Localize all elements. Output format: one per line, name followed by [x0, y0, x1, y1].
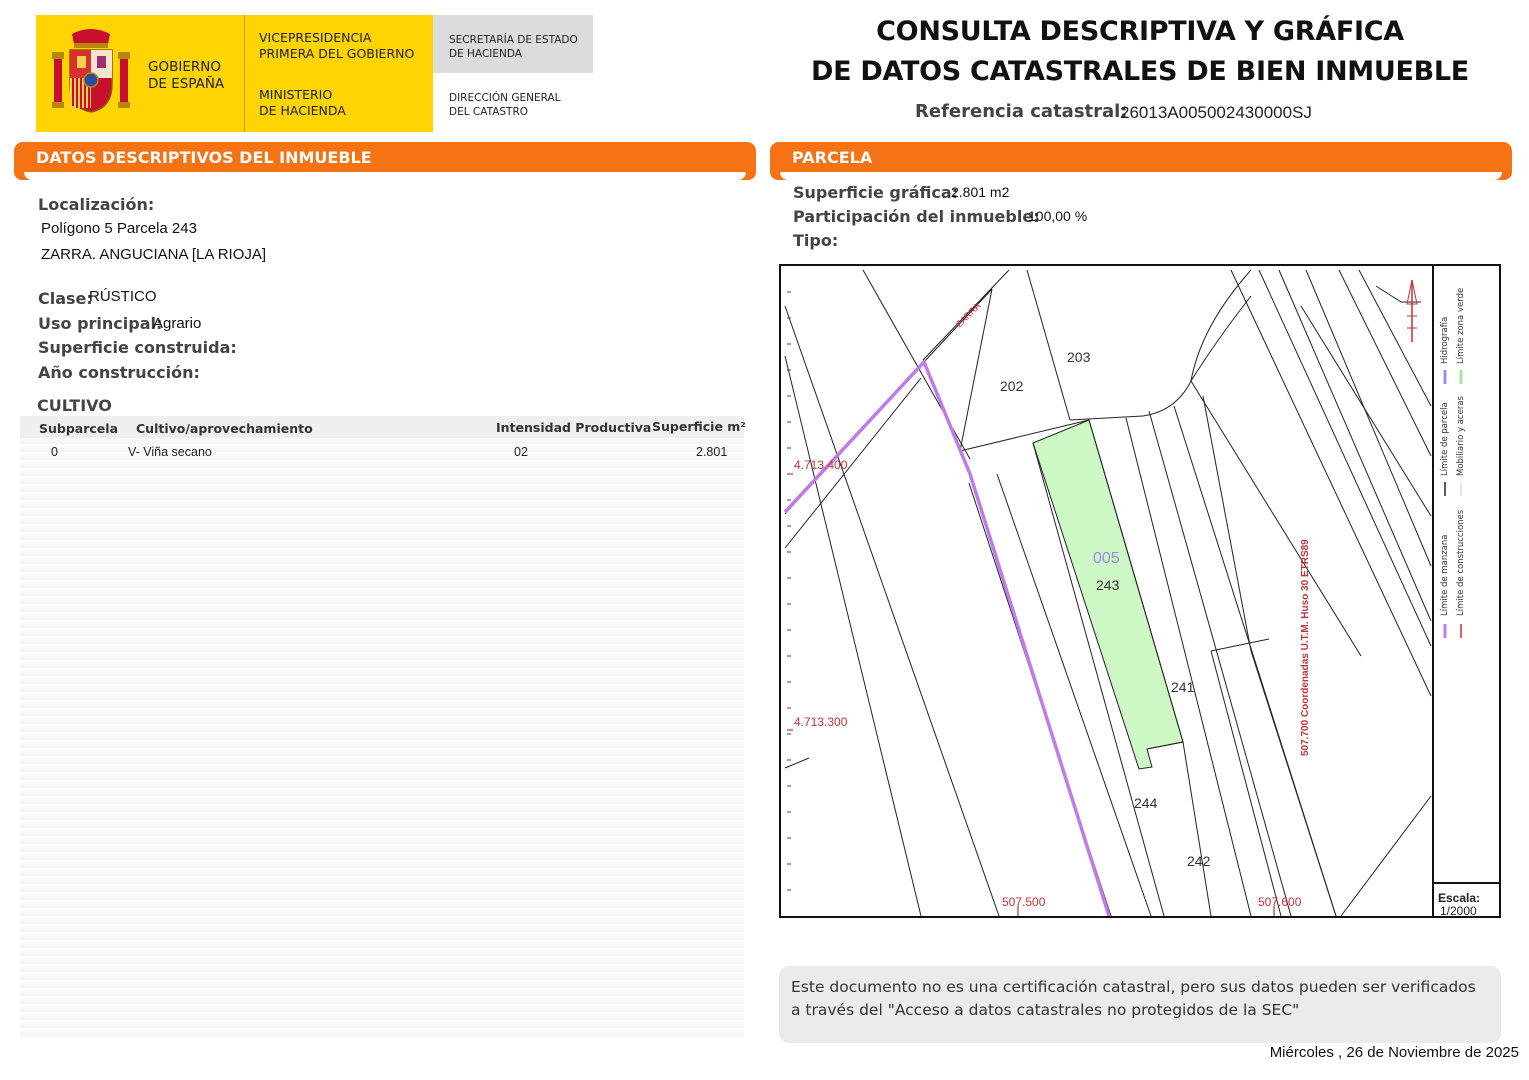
legend-limite-construcciones: Límite de construcciones: [1456, 509, 1466, 616]
datos-descriptivos-title: DATOS DESCRIPTIVOS DEL INMUEBLE: [36, 148, 372, 167]
localizacion-line1: Polígono 5 Parcela 243: [41, 220, 197, 237]
north-arrow-icon: [1407, 280, 1417, 342]
superficie-grafica-label: Superficie gráfica:: [793, 183, 959, 202]
legend-mobiliario: Mobiliario y aceras: [1456, 396, 1466, 476]
coord-x1: 507.500: [1002, 895, 1046, 909]
parcel-label-242: 242: [1187, 853, 1211, 869]
anio-construccion-label: Año construcción:: [38, 363, 200, 382]
col-superficie: Superficie m²: [652, 419, 746, 434]
logo-divider: [244, 15, 245, 132]
logo-vicepresidencia-text: VICEPRESIDENCIA PRIMERA DEL GOBIERNO: [259, 30, 415, 61]
participacion-value: 100,00 %: [1028, 208, 1088, 224]
cadastral-map[interactable]: [779, 264, 1501, 918]
superficie-construida-label: Superficie construida:: [38, 338, 237, 357]
document-date: Miércoles , 26 de Noviembre de 2025: [1269, 1044, 1519, 1061]
disclaimer-note: Este documento no es una certificación catastral, pero sus datos pueden ser verificados a través del "Acceso a datos catastrales no protegidos de la SEC": [779, 966, 1501, 1043]
datos-descriptivos-header: [14, 142, 756, 172]
cultivo-table: [20, 416, 744, 1038]
table-row: [20, 442, 744, 462]
clase-label: Clase:: [38, 289, 93, 308]
parcel-label-202: 202: [1000, 378, 1024, 394]
uso-label: Uso principal:: [38, 314, 163, 333]
clase-value: RÚSTICO: [89, 288, 157, 305]
legend-hidrografia: Hidrografía: [1440, 316, 1450, 364]
bar-underline-mask: [24, 172, 746, 180]
referencia-label: Referencia catastral:: [915, 101, 1128, 122]
coord-y1: 4.713.400: [794, 458, 848, 472]
page-title-line2: DE DATOS CATASTRALES DE BIEN INMUEBLE: [811, 56, 1469, 87]
parcela-title: PARCELA: [792, 148, 873, 167]
logo-secretaria-text: SECRETARÍA DE ESTADO DE HACIENDA: [449, 34, 578, 60]
legend-zona-verde: Límite zona verde: [1456, 287, 1466, 364]
parcel-label-243: 243: [1096, 577, 1120, 593]
coat-of-arms-icon: [48, 28, 134, 116]
street-label: ZARRA: [953, 300, 983, 330]
parcel-label-203: 203: [1067, 349, 1091, 365]
utm-note: 507.700 Coordenadas U.T.M. Huso 30 ETRS89: [1300, 539, 1311, 756]
parcela-bar-mask: [780, 172, 1502, 180]
cell-cultivo: V- Viña secano: [128, 445, 212, 459]
coord-y2: 4.713.300: [794, 715, 848, 729]
poligono-label: 005: [1093, 550, 1120, 567]
tipo-label: Tipo:: [793, 231, 839, 250]
col-subparcela: Subparcela: [39, 421, 119, 436]
cell-subparcela: 0: [51, 445, 58, 459]
coord-x2: 507.600: [1258, 895, 1302, 909]
logo-direccion-text: DIRECCIÓN GENERAL DEL CATASTRO: [449, 92, 561, 118]
uso-value: Agrario: [153, 315, 202, 332]
participacion-label: Participación del inmueble:: [793, 207, 1040, 226]
scale-label: Escala:: [1438, 891, 1481, 905]
logo-gobierno-text: GOBIERNO DE ESPAÑA: [148, 59, 225, 92]
parcel-label-241: 241: [1171, 679, 1195, 695]
col-intensidad: Intensidad Productiva: [496, 420, 652, 435]
localizacion-label: Localización:: [38, 195, 155, 214]
map-svg: [781, 266, 1499, 916]
page-title-line1: CONSULTA DESCRIPTIVA Y GRÁFICA: [876, 16, 1404, 47]
col-cultivo: Cultivo/aprovechamiento: [136, 421, 313, 436]
referencia-value: 26013A005002430000SJ: [1120, 103, 1312, 122]
cell-intensidad: 02: [514, 445, 528, 459]
legend-limite-parcela: Límite de parcela: [1440, 402, 1450, 476]
logo-ministerio-text: MINISTERIO DE HACIENDA: [259, 87, 346, 118]
localizacion-line2: ZARRA. ANGUCIANA [LA RIOJA]: [41, 246, 267, 263]
legend-limite-manzana: Límite de manzana: [1440, 534, 1450, 616]
parcela-header: [770, 142, 1512, 172]
scale-value: 1/2000: [1440, 904, 1477, 918]
superficie-grafica-value: 2.801 m2: [951, 184, 1010, 200]
parcel-label-244: 244: [1134, 795, 1158, 811]
cell-superficie: 2.801: [696, 445, 728, 459]
cultivo-title: CULTIVO: [37, 396, 112, 415]
